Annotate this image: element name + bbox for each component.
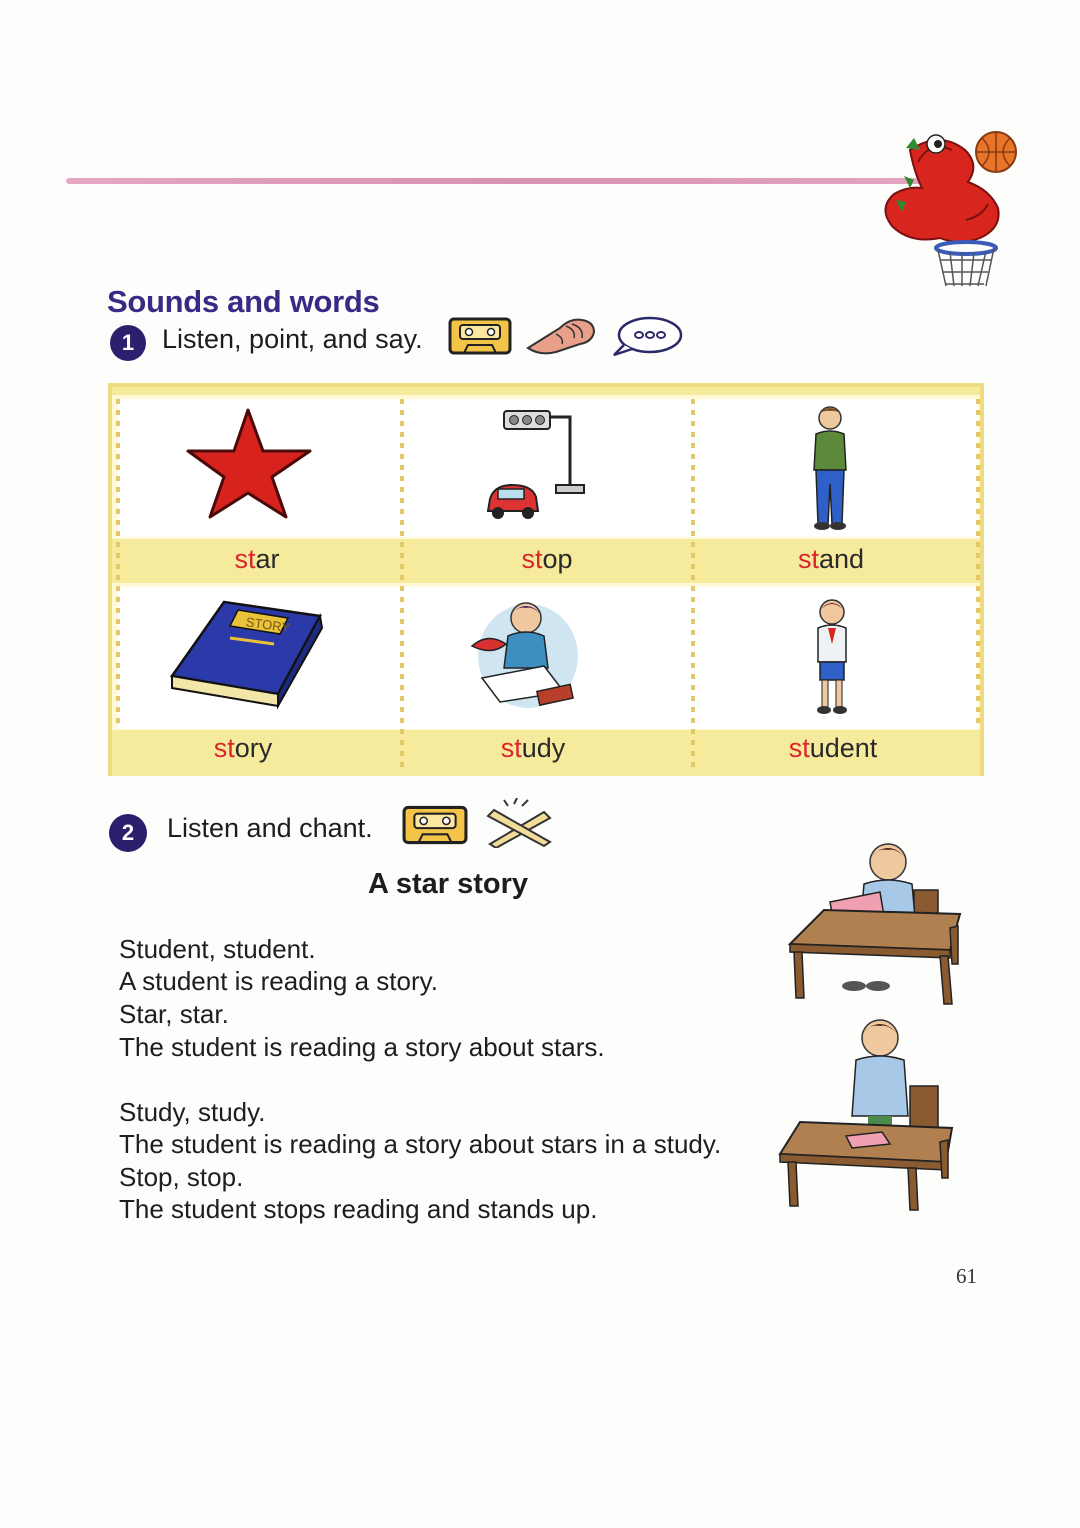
cassette-icon — [448, 317, 512, 355]
top-decorative-rule — [66, 178, 966, 184]
traffic-light-car-picture — [484, 407, 590, 525]
book-cover-text: STORY — [245, 614, 291, 636]
activity-instruction: Listen, point, and say. — [162, 324, 423, 354]
word-label: stop — [521, 544, 573, 574]
cassette-icon — [402, 805, 468, 845]
student-picture — [806, 598, 856, 716]
word-label: story — [213, 733, 273, 763]
story-book-picture — [166, 598, 324, 710]
pointing-hand-icon — [526, 312, 598, 356]
word-label: student — [788, 733, 878, 763]
word-label: star — [234, 544, 280, 574]
chant-line: Star, star. — [119, 999, 229, 1029]
chant-line: The student is reading a story about stars. — [119, 1032, 605, 1062]
star-picture — [186, 407, 314, 519]
section-title: Sounds and words — [107, 284, 380, 319]
dragon-basketball-mascot-icon — [870, 120, 1030, 295]
chant-title: A star story — [367, 868, 529, 900]
chant-line: The student stops reading and stands up. — [119, 1194, 598, 1224]
page-number: 61 — [956, 1264, 977, 1288]
student-standing-illustration — [776, 1014, 956, 1214]
chant-line: The student is reading a story about stars in a study. — [119, 1129, 722, 1159]
activity-instruction: Listen and chant. — [167, 813, 373, 843]
speech-bubble-icon — [612, 315, 684, 357]
activity-number-badge: 1 — [110, 325, 146, 361]
activity-number-badge: 2 — [109, 814, 147, 852]
chant-line: A student is reading a story. — [119, 966, 438, 996]
boy-studying-picture — [468, 596, 580, 712]
student-reading-illustration — [784, 838, 964, 1008]
chant-line: Study, study. — [119, 1097, 266, 1127]
crossed-sticks-icon — [484, 798, 556, 848]
chant-line: Student, student. — [119, 934, 316, 964]
chant-line: Stop, stop. — [119, 1162, 244, 1192]
standing-boy-picture — [806, 404, 856, 532]
word-label: study — [500, 733, 566, 763]
word-label: stand — [797, 544, 865, 574]
